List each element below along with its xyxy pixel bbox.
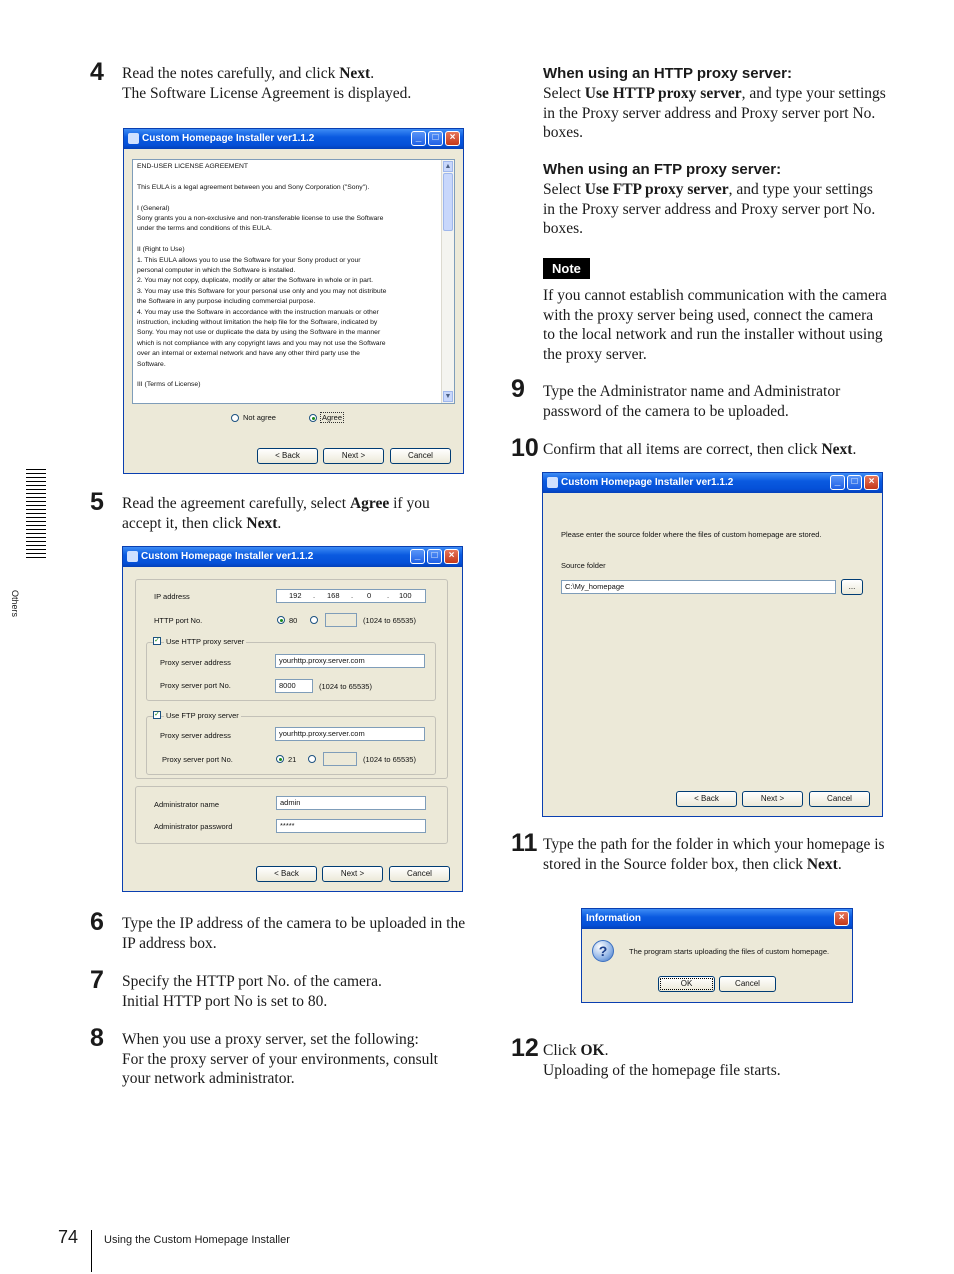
app-icon xyxy=(547,477,558,488)
settings-dialog xyxy=(122,546,463,892)
info-message: The program starts uploading the files of custom homepage. xyxy=(629,947,830,956)
step-10-text: Confirm that all items are correct, then click Next. xyxy=(543,441,857,458)
eula-line: This EULA is a legal agreement between you and Sony Corporation ("Sony"). xyxy=(137,183,370,191)
http-proxy-address-field[interactable]: yourhttp.proxy.server.com xyxy=(275,654,425,668)
next-button[interactable]: Next > xyxy=(742,791,803,807)
eula-line: II (Right to Use) xyxy=(137,246,185,254)
scroll-thumb[interactable] xyxy=(443,173,453,231)
use-http-proxy-checkbox[interactable]: ✓ xyxy=(154,637,160,644)
admin-group xyxy=(135,786,448,844)
ftp-proxy-group xyxy=(146,716,436,775)
ip-octet-4: 100 xyxy=(399,591,412,600)
cancel-button[interactable]: Cancel xyxy=(719,976,776,992)
maximize-icon[interactable]: □ xyxy=(427,549,442,564)
source-prompt: Please enter the source folder where the files of custom homepage are stored. xyxy=(561,530,822,539)
http-port-default-radio[interactable] xyxy=(277,616,285,624)
eula-line: 2. You may not copy, duplicate, modify or alter the Software in whole or in part. xyxy=(137,277,374,285)
eula-text-box[interactable] xyxy=(132,159,455,404)
ftp-proxy-text: Select Use FTP proxy server, and type your settings in the Proxy server address and Proxy server port No. boxes. xyxy=(543,181,876,237)
eula-line: III (Terms of License) xyxy=(137,381,201,389)
admin-password-label: Administrator password xyxy=(154,822,233,831)
step-5-text: Read the agreement carefully, select Agree if you accept it, then click Next. xyxy=(122,495,430,532)
step-12-text: Click OK. Uploading of the homepage file starts. xyxy=(543,1042,781,1079)
minimize-icon[interactable]: _ xyxy=(411,131,426,146)
step-4-text: Read the notes carefully, and click Next. The Software License Agreement is displayed. xyxy=(122,65,412,102)
admin-name-field[interactable]: admin xyxy=(276,796,426,810)
use-http-proxy-label: Use HTTP proxy server xyxy=(166,637,245,646)
step-10-number: 10 xyxy=(511,434,539,462)
step-9-number: 9 xyxy=(511,375,525,403)
dialog-title: Custom Homepage Installer ver1.1.2 xyxy=(561,477,734,488)
http-proxy-port-range: (1024 to 65535) xyxy=(319,682,372,691)
eula-line: Sony. You may not use or duplicate the data by using the Software in the manner xyxy=(137,329,381,337)
minimize-icon[interactable]: _ xyxy=(830,475,845,490)
dialog-title: Information xyxy=(586,913,641,924)
http-proxy-address-label: Proxy server address xyxy=(160,658,231,667)
app-icon xyxy=(127,551,138,562)
source-folder-label: Source folder xyxy=(561,561,606,570)
eula-line: the Software in any purpose including commercial purpose. xyxy=(137,298,316,306)
eula-line: 4. You may use the Software in accordance with the instruction manuals or other xyxy=(137,308,379,316)
back-button[interactable]: < Back xyxy=(256,866,317,882)
http-proxy-port-label: Proxy server port No. xyxy=(160,681,231,690)
app-icon xyxy=(128,133,139,144)
not-agree-radio[interactable] xyxy=(231,414,239,422)
title-bar xyxy=(582,909,852,929)
ok-button[interactable]: OK xyxy=(658,976,715,992)
maximize-icon[interactable]: □ xyxy=(428,131,443,146)
footer-title: Using the Custom Homepage Installer xyxy=(104,1234,290,1246)
ftp-port-custom-radio[interactable] xyxy=(308,755,316,763)
browse-button[interactable]: ... xyxy=(841,579,863,595)
source-folder-dialog xyxy=(542,472,883,817)
ftp-port-range: (1024 to 65535) xyxy=(363,755,416,764)
eula-line: 3. You may use this Software for your personal use only and you may not distribute xyxy=(137,287,387,295)
section-side-label: Others xyxy=(10,590,20,618)
ip-address-label: IP address xyxy=(154,592,190,601)
http-port-range: (1024 to 65535) xyxy=(363,616,416,625)
ftp-proxy-port-label: Proxy server port No. xyxy=(162,755,233,764)
eula-line: Sony grants you a non-exclusive and non-transferable license to use the Software xyxy=(137,215,384,222)
section-tab-marker xyxy=(26,469,46,560)
step-6-text: Type the IP address of the camera to be uploaded in the IP address box. xyxy=(122,915,466,952)
http-proxy-port-field[interactable]: 8000 xyxy=(275,679,313,693)
eula-line: END-USER LICENSE AGREEMENT xyxy=(137,163,249,170)
eula-line: instruction, including without limitation the help file for the Software, indicated by xyxy=(137,319,378,326)
step-12-number: 12 xyxy=(511,1034,539,1062)
maximize-icon[interactable]: □ xyxy=(847,475,862,490)
use-ftp-proxy-checkbox[interactable]: ✓ xyxy=(154,711,160,718)
ip-octet-3: 0 xyxy=(367,591,372,600)
http-proxy-text: Select Use HTTP proxy server, and type your settings in the Proxy server address and Proxy server port No. boxes. xyxy=(543,85,886,141)
source-folder-field[interactable]: C:\My_homepage xyxy=(561,580,836,594)
scrollbar[interactable] xyxy=(441,160,454,403)
close-icon[interactable]: × xyxy=(445,131,460,146)
admin-password-field[interactable]: ***** xyxy=(276,819,426,833)
ip-address-field[interactable]: 192 . 168 . 0 . 100 xyxy=(276,589,426,603)
title-bar xyxy=(123,547,462,567)
ip-octet-2: 168 xyxy=(327,591,340,600)
question-icon: ? xyxy=(592,940,614,962)
title-bar xyxy=(543,473,882,493)
http-proxy-heading: When using an HTTP proxy server: xyxy=(543,65,792,82)
close-icon[interactable]: × xyxy=(834,911,849,926)
eula-line: over an internal or external network and have any other third party use the xyxy=(137,350,360,358)
step-11-number: 11 xyxy=(511,829,538,857)
ftp-port-custom-field[interactable] xyxy=(323,752,357,766)
ip-octet-1: 192 xyxy=(289,591,302,600)
scroll-up-icon[interactable]: ▲ xyxy=(444,163,452,170)
http-port-label: HTTP port No. xyxy=(154,616,203,625)
cancel-button[interactable]: Cancel xyxy=(390,448,451,464)
note-text: If you cannot establish communication with the camera with the proxy server being used, connect the camera to the local network and run the installer without using the proxy server. xyxy=(543,287,887,363)
title-bar xyxy=(124,129,463,149)
back-button[interactable]: < Back xyxy=(676,791,737,807)
eula-line: under the terms and conditions of this EULA. xyxy=(137,225,272,233)
eula-line: I (General) xyxy=(137,204,170,212)
agree-radio[interactable] xyxy=(309,414,317,422)
note-badge: Note xyxy=(543,258,590,279)
ftp-port-default-value: 21 xyxy=(288,755,297,764)
step-11-text: Type the path for the folder in which your homepage is stored in the Source folder box, then click Next. xyxy=(543,836,885,873)
next-button[interactable]: Next > xyxy=(323,448,384,464)
footer-divider xyxy=(91,1230,92,1272)
http-port-default-value: 80 xyxy=(289,616,298,625)
agree-label: Agree xyxy=(322,413,343,422)
not-agree-label: Not agree xyxy=(243,413,276,422)
step-5-number: 5 xyxy=(90,488,104,516)
cancel-button[interactable]: Cancel xyxy=(809,791,870,807)
step-7-text: Specify the HTTP port No. of the camera. Initial HTTP port No is set to 80. xyxy=(122,973,382,1010)
step-4-number: 4 xyxy=(90,58,104,86)
ftp-proxy-address-field[interactable]: yourhttp.proxy.server.com xyxy=(275,727,425,741)
http-port-custom-radio[interactable] xyxy=(310,616,318,624)
ftp-proxy-address-label: Proxy server address xyxy=(160,731,231,740)
step-8-number: 8 xyxy=(90,1024,104,1052)
dialog-title: Custom Homepage Installer ver1.1.2 xyxy=(141,551,314,562)
eula-dialog xyxy=(123,128,464,474)
eula-line: Software. xyxy=(137,360,166,368)
next-button[interactable]: Next > xyxy=(322,866,383,882)
back-button[interactable]: < Back xyxy=(257,448,318,464)
use-ftp-proxy-label: Use FTP proxy server xyxy=(166,711,239,720)
http-port-custom-field[interactable] xyxy=(325,613,357,627)
step-8-text: When you use a proxy server, set the following: For the proxy server of your environments, consult your network administrator. xyxy=(122,1031,438,1087)
eula-line: which is not compliance with any copyright laws and you may not use the Software xyxy=(137,339,386,347)
minimize-icon[interactable]: _ xyxy=(410,549,425,564)
step-7-number: 7 xyxy=(90,966,104,994)
admin-name-label: Administrator name xyxy=(154,800,220,809)
ftp-port-default-radio[interactable] xyxy=(276,755,284,763)
cancel-button[interactable]: Cancel xyxy=(389,866,450,882)
page-number: 74 xyxy=(58,1227,79,1247)
eula-line: 1. This EULA allows you to use the Software for your Sony product or your xyxy=(137,256,361,264)
step-6-number: 6 xyxy=(90,908,104,936)
step-9-text: Type the Administrator name and Administrator password of the camera to be uploaded. xyxy=(543,383,841,420)
ftp-proxy-heading: When using an FTP proxy server: xyxy=(543,161,782,178)
scroll-down-icon[interactable]: ▼ xyxy=(444,393,452,400)
eula-line: personal computer in which the Software is installed. xyxy=(137,267,296,274)
close-icon[interactable]: × xyxy=(864,475,879,490)
dialog-title: Custom Homepage Installer ver1.1.2 xyxy=(142,133,315,144)
information-dialog xyxy=(581,908,853,1003)
close-icon[interactable]: × xyxy=(444,549,459,564)
